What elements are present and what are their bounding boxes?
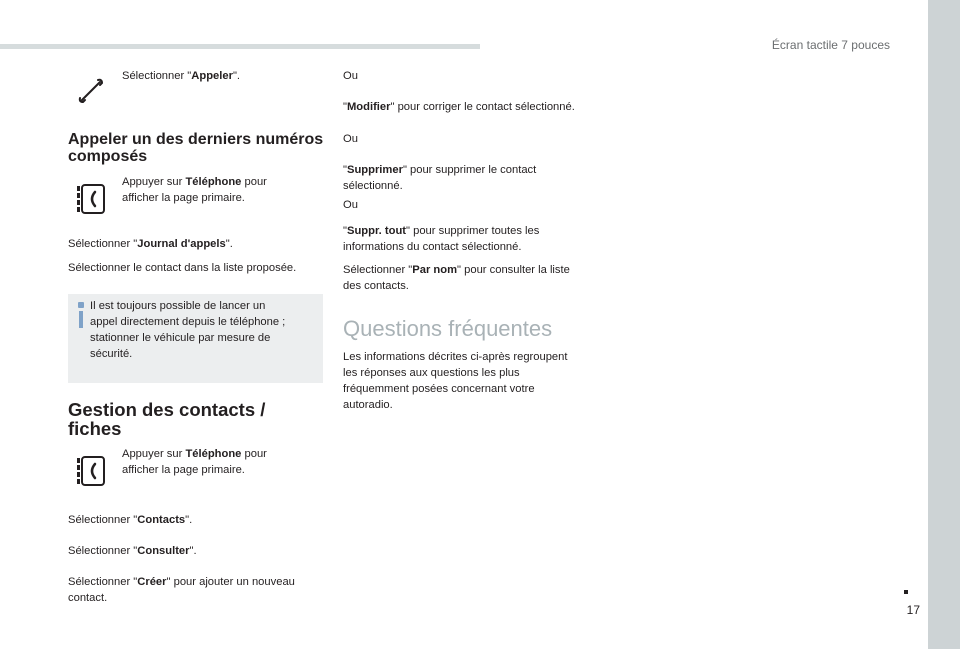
faq-intro: Les informations décrites ci-après regroupent les réponses aux questions les plus fréquemment posées concernant votre autoradio. <box>343 351 568 411</box>
info-icon <box>78 302 84 308</box>
section-title-contacts: Gestion des contacts / fiches <box>68 399 266 439</box>
safety-note-text: Il est toujours possible de lancer un appel directement depuis le téléphone ; stationner le véhicule par mesure de sécurité. <box>90 300 286 360</box>
option-suppr-tout: "Suppr. tout" pour supprimer toutes les informations du contact sélectionné. <box>343 225 540 253</box>
phone-app-icon <box>76 456 106 486</box>
or-1: Ou <box>343 70 358 82</box>
or-3: Ou <box>343 199 358 211</box>
select-contacts: Sélectionner "Contacts". <box>68 514 193 526</box>
right-margin-band <box>928 0 960 649</box>
section-title-recent-calls: Appeler un des derniers numéros composés <box>68 131 324 165</box>
step-press-phone-1: Appuyer sur Téléphone pour afficher la page primaire. <box>122 176 267 204</box>
handset-icon <box>76 76 106 106</box>
option-supprimer: "Supprimer" pour supprimer le contact sélectionné. <box>343 164 537 192</box>
select-contact-list: Sélectionner le contact dans la liste proposée. <box>68 262 297 274</box>
page-marker <box>904 590 908 594</box>
section-header-title: Écran tactile 7 pouces <box>771 38 890 52</box>
select-appeler: Sélectionner "Appeler". <box>122 70 241 82</box>
top-rule <box>0 44 480 49</box>
or-2: Ou <box>343 133 358 145</box>
select-consulter: Sélectionner "Consulter". <box>68 545 197 557</box>
step-press-phone-2: Appuyer sur Téléphone pour afficher la page primaire. <box>122 448 267 476</box>
faq-title: Questions fréquentes <box>343 316 553 341</box>
select-journal: Sélectionner "Journal d'appels". <box>68 238 233 250</box>
select-par-nom: Sélectionner "Par nom" pour consulter la liste des contacts. <box>343 264 570 292</box>
page-number: 17 <box>906 603 920 617</box>
select-creer: Sélectionner "Créer" pour ajouter un nouveau contact. <box>68 576 295 604</box>
info-icon-bar <box>79 311 83 328</box>
option-modifier: "Modifier" pour corriger le contact sélectionné. <box>343 101 575 113</box>
phone-app-icon <box>76 184 106 214</box>
